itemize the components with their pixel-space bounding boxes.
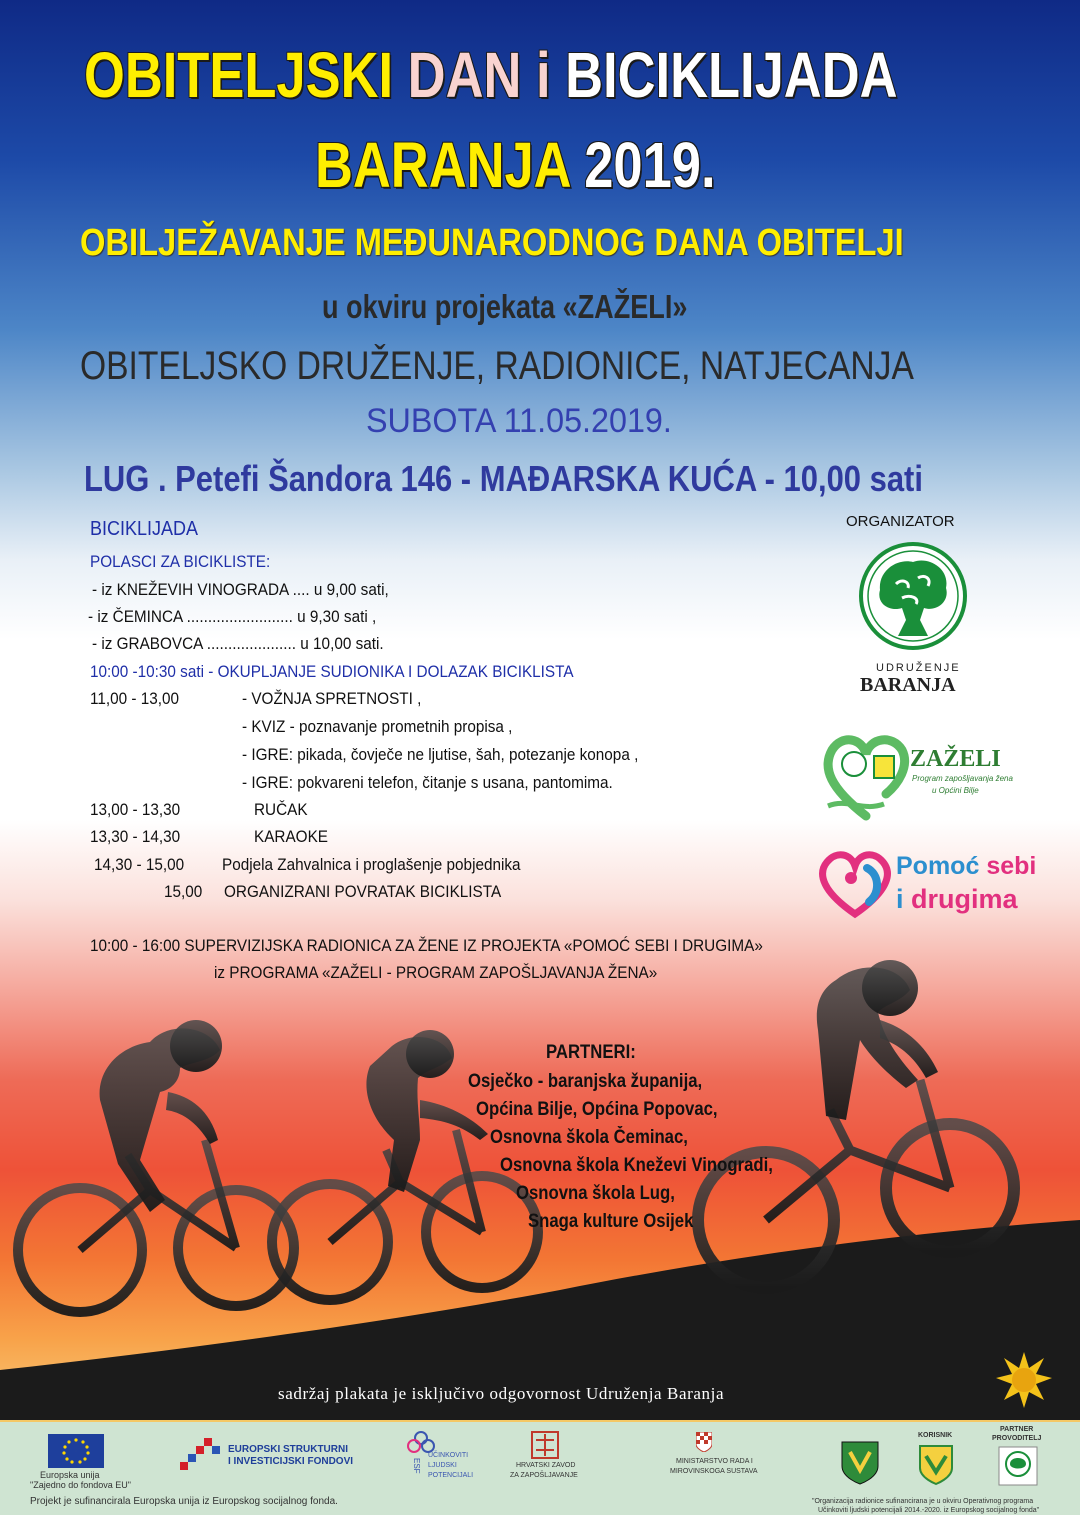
partner-item: Osnovna škola Kneževi Vinogradi, — [500, 1155, 773, 1176]
esif-logo-icon — [180, 1436, 224, 1476]
departure-item: - iz KNEŽEVIH VINOGRADA .... u 9,00 sati, — [92, 580, 389, 599]
pomoc-line2 — [896, 884, 1018, 915]
footer-note: Učinkoviti ljudski potencijali 2014.-2020. iz Europskog socijalnog fonda" — [818, 1507, 1040, 1514]
partner-item: Snaga kulture Osijek — [528, 1211, 694, 1232]
departure-item: - iz GRABOVCA ..................... u 10,00 sati. — [92, 634, 384, 653]
event-date: SUBOTA 11.05.2019. — [366, 402, 672, 440]
esif-name: EUROPSKI STRUKTURNI — [228, 1444, 349, 1455]
schedule-time: 15,00 — [164, 882, 203, 901]
partner-label: PROVODITELJ — [992, 1435, 1042, 1442]
esf-label: UČINKOVITI — [428, 1452, 469, 1459]
subtitle-activities: OBITELJSKO DRUŽENJE, RADIONICE, NATJECANJA — [80, 344, 914, 388]
block-item: - IGRE: pokvareni telefon, čitanje s usana, pantomima. — [242, 773, 613, 792]
workshop-line: iz PROGRAMA «ZAŽELI - PROGRAM ZAPOŠLJAVANJA ŽENA» — [214, 963, 658, 982]
footer-note: "Organizacija radionice sufinancirana je u okviru Operativnog programa — [812, 1498, 1034, 1505]
eu-label: Europska unija — [40, 1470, 100, 1480]
block-item: - VOŽNJA SPRETNOSTI , — [242, 689, 422, 708]
disclaimer-text: sadržaj plakata je isključivo odgovornost Udruženja Baranja — [278, 1384, 725, 1403]
departure-item: - iz ČEMINCA ......................... u 9,30 sati , — [88, 607, 377, 626]
title-word-baranja: BARANJA — [315, 129, 570, 201]
pomoc-line1 — [896, 852, 1036, 881]
event-place: LUG . Petefi Šandora 146 - MAĐARSKA KUĆA - 10,00 sati — [84, 458, 923, 499]
funding-footer — [0, 1420, 1080, 1515]
organizer-small: UDRUŽENJE — [876, 662, 961, 674]
tree-logo-icon — [858, 540, 968, 652]
poster-title-line1 — [84, 38, 897, 112]
organizer-label: ORGANIZATOR — [846, 513, 955, 530]
hzz-label: ZA ZAPOŠLJAVANJE — [510, 1472, 578, 1479]
schedule-activity: ORGANIZRANI POVRATAK BICIKLISTA — [224, 882, 502, 901]
hzz-label: HRVATSKI ZAVOD — [516, 1462, 576, 1469]
eu-flag-icon — [48, 1434, 104, 1468]
zazeli-tagline: u Općini Bilje — [932, 786, 979, 795]
eu-motto: "Zajedno do fondova EU" — [30, 1480, 131, 1490]
pomoc-word: Pomoć — [896, 852, 980, 880]
pomoc-word: sebi — [986, 852, 1037, 880]
funded-note: Projekt je sufinancirala Europska unija iz Europskog socijalnog fonda. — [30, 1496, 338, 1507]
partner-item: Općina Bilje, Općina Popovac, — [476, 1099, 718, 1120]
title-word-dan: DAN — [407, 39, 522, 111]
zazeli-heart-icon — [820, 728, 912, 824]
esif-name: I INVESTICIJSKI FONDOVI — [228, 1456, 354, 1467]
schedule-activity: KARAOKE — [254, 827, 328, 846]
block-time: 11,00 - 13,00 — [90, 689, 180, 708]
title-word-biciklijada: BICIKLIJADA — [565, 39, 898, 111]
block-item: - KVIZ - poznavanje prometnih propisa , — [242, 717, 513, 736]
subtitle-family-day: OBILJEŽAVANJE MEĐUNARODNOG DANA OBITELJI — [80, 222, 904, 264]
baranja-small-logo-icon — [998, 1446, 1038, 1486]
subtitle-project: u okviru projekata «ZAŽELI» — [322, 288, 688, 325]
partner-label: PARTNER — [1000, 1426, 1034, 1433]
title-word-obiteljski: OBITELJSKI — [84, 39, 394, 111]
hzz-logo-icon — [530, 1430, 560, 1460]
schedule-time: 13,30 - 14,30 — [90, 827, 181, 846]
workshop-line: 10:00 - 16:00 SUPERVIZIJSKA RADIONICA ZA ŽENE IZ PROJEKTA «POMOĆ SEBI I DRUGIMA» — [90, 936, 763, 955]
title-year: 2019. — [584, 129, 716, 201]
block-item: - IGRE: pikada, čovječe ne ljutise, šah, potezanje konopa , — [242, 745, 639, 764]
program-heading: BICIKLIJADA — [90, 518, 199, 540]
schedule-activity: Podjela Zahvalnica i proglašenje pobjednika — [222, 855, 521, 874]
korisnik-label: KORISNIK — [918, 1432, 953, 1439]
croatian-coat-icon — [696, 1432, 712, 1452]
schedule-time: 13,00 - 13,30 — [90, 800, 181, 819]
organizer-name: BARANJA — [860, 674, 956, 696]
partner-item: Osnovna škola Čeminac, — [490, 1127, 688, 1148]
sun-logo-icon — [994, 1350, 1054, 1410]
pomoc-heart-icon — [815, 848, 895, 920]
partner-item: Osječko - baranjska županija, — [468, 1071, 703, 1092]
school-coat-icon — [918, 1444, 954, 1486]
esf-label: POTENCIJALI — [428, 1472, 474, 1479]
bilje-coat-icon — [840, 1440, 880, 1486]
ministry-label: MIROVINSKOGA SUSTAVA — [670, 1468, 758, 1475]
pomoc-word: i — [896, 884, 904, 914]
pomoc-word: drugima — [911, 884, 1018, 914]
esf-label: LJUDSKI — [428, 1462, 457, 1469]
zazeli-tagline: Program zapošljavanja žena — [912, 774, 1013, 783]
schedule-time: 14,30 - 15,00 — [94, 855, 185, 874]
title-word-i: i — [535, 39, 551, 111]
poster-title-line2 — [315, 128, 716, 202]
partners-heading: PARTNERI: — [546, 1042, 636, 1063]
schedule-activity: RUČAK — [254, 800, 308, 819]
departures-heading: POLASCI ZA BICIKLISTE: — [90, 552, 271, 571]
esf-letters: ESF — [412, 1458, 421, 1474]
gathering-line: 10:00 -10:30 sati - OKUPLJANJE SUDIONIKA I DOLAZAK BICIKLISTA — [90, 662, 574, 681]
partner-item: Osnovna škola Lug, — [516, 1183, 675, 1204]
ministry-label: MINISTARSTVO RADA I — [676, 1458, 753, 1465]
zazeli-name: ZAŽELI — [910, 746, 1001, 772]
